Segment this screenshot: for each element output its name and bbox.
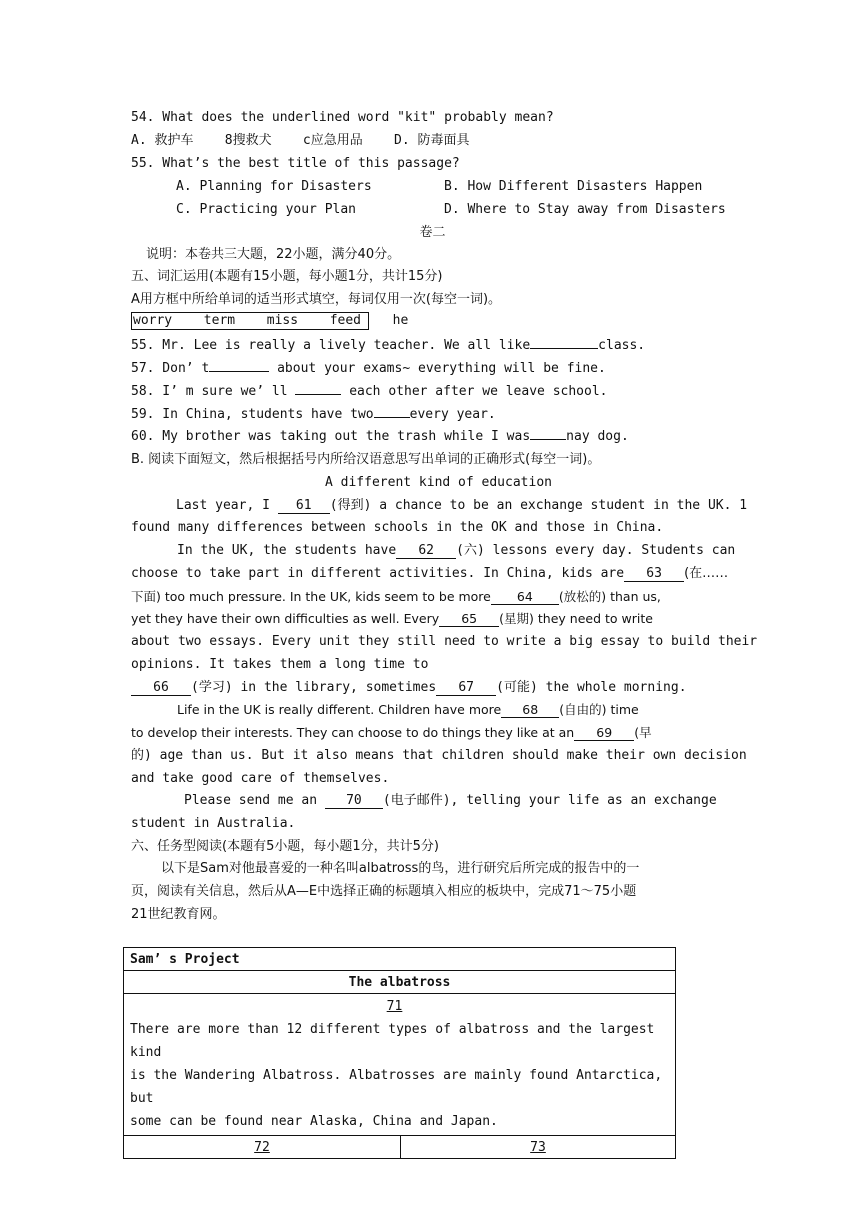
section6-title: 六、任务型阅读(本题有5小题，每小题1分，共计5分) [131, 839, 439, 854]
answer-blank[interactable] [295, 394, 341, 395]
blank-64[interactable]: 64 [491, 590, 559, 605]
p1-line2: found many differences between schools in the OK and those in China. [131, 520, 664, 535]
volume-note: 说明：本卷共三大题，22小题，满分40分。 [146, 247, 401, 262]
q54-options: A. 救护车 8搜救犬 c应急用品 D. 防毒面具 [131, 133, 470, 148]
blank-61[interactable]: 61 [278, 499, 330, 514]
item-59: 59. In China, students have two every year. [131, 407, 496, 422]
p2-line3: 下面) too much pressure. In the UK, kids seem to be more 64 (放松的) than us, [131, 589, 661, 604]
section-72-cell [124, 1136, 401, 1159]
p2-line1: In the UK, the students have 62 (六) lessons every day. Students can [177, 543, 736, 558]
answer-blank[interactable] [530, 348, 598, 349]
blank-69[interactable]: 69 [574, 726, 634, 741]
item-60: 60. My brother was taking out the trash while I was nay dog. [131, 429, 629, 444]
p3-line4: and take good care of themselves. [131, 771, 390, 786]
answer-blank[interactable] [374, 417, 410, 418]
answer-blank[interactable] [530, 439, 566, 440]
section6-intro-line3: 21世纪教育网。 [131, 907, 226, 922]
p2-line6: opinions. It takes them a long time to [131, 657, 429, 672]
p4-line2: student in Australia. [131, 816, 296, 831]
p2-line5: about two essays. Every unit they still need to write a big essay to build their [131, 634, 758, 649]
blank-72[interactable]: 72 [254, 1139, 270, 1155]
section6-intro-line1: 以下是Sam对他最喜爱的一种名叫albatross的鸟，进行研究后所完成的报告中的一 [161, 861, 640, 876]
p3-line2: to develop their interests. They can choose to do things they like at an 69 (早 [131, 725, 652, 740]
item-57: 57. Don’ t about your exams~ everything will be fine. [131, 361, 606, 376]
blank-66[interactable]: 66 [131, 681, 191, 696]
section-71-cell [124, 994, 676, 1136]
answer-blank[interactable] [209, 371, 269, 372]
p2-line7: 66 (学习) in the library, sometimes 67 (可能) the whole morning. [131, 679, 687, 696]
blank-73[interactable]: 73 [530, 1139, 546, 1155]
section6-intro-line2: 页，阅读有关信息，然后从A—E中选择正确的标题填入相应的板块中，完成71～75小题 [131, 884, 637, 899]
q55-option-d: D. Where to Stay away from Disasters [444, 202, 726, 217]
p3-line1: Life in the UK is really different. Children have more 68 (自由的) time [177, 702, 639, 717]
blank-65[interactable]: 65 [439, 612, 499, 627]
section5-title: 五、词汇运用(本题有15小题，每小题1分，共计15分) [131, 269, 443, 284]
section5-partB-instruction: B. 阅读下面短文，然后根据括号内所给汉语意思写出单词的正确形式(每空一词)。 [131, 452, 601, 467]
p4-line1: Please send me an 70 (电子邮件), telling your life as an exchange [184, 793, 717, 808]
blank-67[interactable]: 67 [436, 681, 496, 696]
passage-title: A different kind of education [325, 475, 552, 490]
project-header: Sam’ s Project [124, 948, 676, 971]
q55-option-a: A. Planning for Disasters [176, 179, 372, 194]
section5-partA-instruction: A用方框中所给单词的适当形式填空，每词仅用一次(每空一词)。 [131, 292, 502, 307]
q54-question: 54. What does the underlined word "kit" probably mean? [131, 110, 554, 125]
blank-68[interactable]: 68 [501, 703, 559, 718]
blank-71[interactable]: 71 [386, 999, 403, 1014]
item-58: 58. I’ m sure we’ ll each other after we leave school. [131, 384, 608, 399]
p2-line2: choose to take part in different activities. In China, kids are 63 (在…… [131, 566, 729, 581]
project-subtitle: The albatross [124, 971, 676, 994]
p3-line3: 的) age than us. But it also means that children should make their own decision [131, 748, 747, 763]
q55-option-c: C. Practicing your Plan [176, 202, 357, 217]
project-table [123, 947, 676, 1159]
p1-line1: Last year, I 61 (得到) a chance to be an exchange student in the UK. 1 [176, 498, 748, 513]
blank-63[interactable]: 63 [624, 567, 684, 582]
albatross-body: There are more than 12 different types of albatross and the largest kind is the Wandering Albatross. Albatrosses are mainly found Antarctica, but some can be found near Alaska, China and Japan. [130, 1022, 663, 1129]
section-73-cell [401, 1136, 676, 1159]
volume-two-heading: 卷二 [419, 225, 446, 240]
p2-line4: yet they have their own difficulties as well. Every 65 (星期) they need to write [131, 611, 653, 626]
q55-option-b: B. How Different Disasters Happen [444, 179, 703, 194]
word-box: worry term miss feed he [133, 313, 409, 328]
q55-question: 55. What’s the best title of this passage? [131, 156, 460, 171]
item-55: 55. Mr. Lee is really a lively teacher. We all like class. [131, 338, 646, 353]
blank-62[interactable]: 62 [396, 544, 456, 559]
blank-70[interactable]: 70 [325, 794, 383, 809]
